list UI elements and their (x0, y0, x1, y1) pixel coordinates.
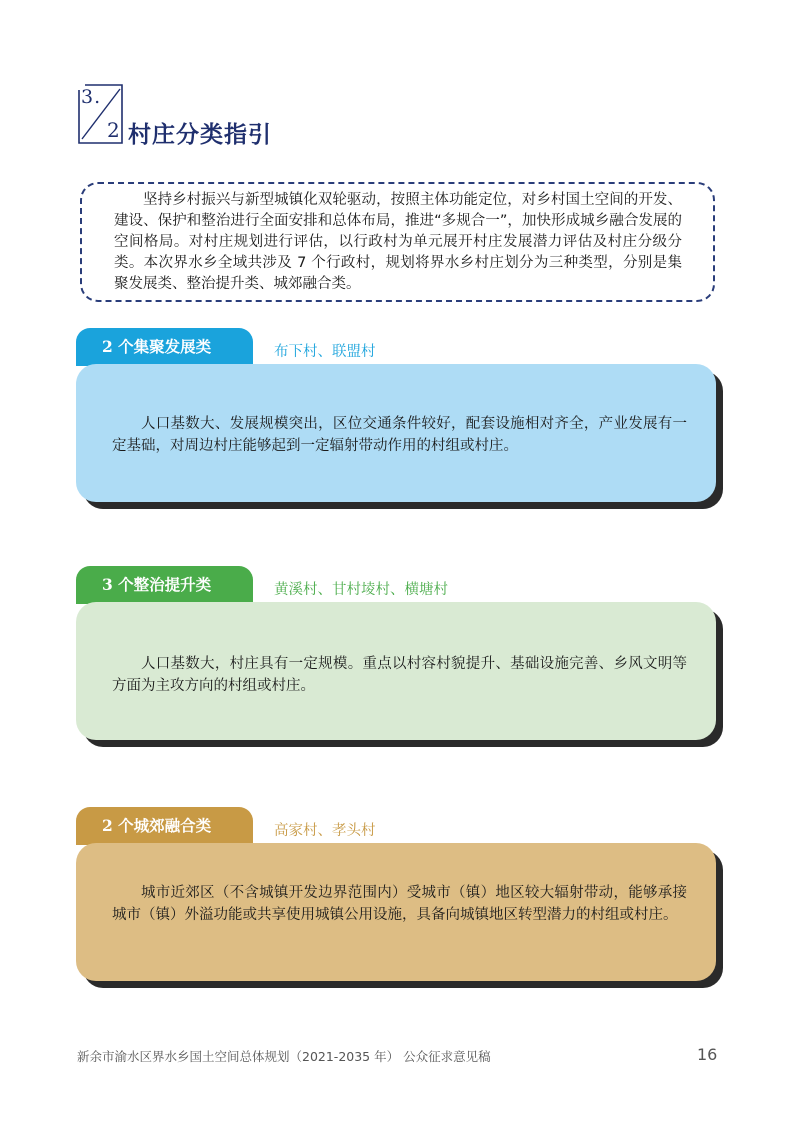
category-villages-cluster: 布下村、联盟村 (274, 344, 376, 360)
section-number-top: 3. (81, 86, 102, 108)
category-description-suburban: 城市近郊区（不含城镇开发边界范围内）受城市（镇）地区较大辐射带动，能够承接城市（镇）外溢功能或共享使用城镇公用设施，具备向城镇地区转型潜力的村组或村庄。 (112, 885, 687, 923)
category-villages-suburban: 高家村、孝头村 (274, 823, 376, 839)
page-number: 16 (697, 1045, 718, 1064)
section-number-bottom: 2 (107, 118, 120, 142)
category-villages-improve: 黄溪村、甘村堎村、横塘村 (274, 582, 448, 598)
category-tab-cluster: 2 个集聚发展类 (76, 328, 253, 366)
footer-document-title: 新余市渝水区界水乡国土空间总体规划（2021-2035 年） 公众征求意见稿 (77, 1049, 491, 1064)
section-title: 村庄分类指引 (128, 122, 272, 148)
intro-paragraph: 坚持乡村振兴与新型城镇化双轮驱动，按照主体功能定位，对乡村国土空间的开发、建设、保护和整治进行全面安排和总体布局，推进“多规合一”，加快形成城乡融合发展的空间格局。对村庄规划进行评估，以行政村为单元展开村庄发展潜力评估及村庄分级分类。本次界水乡全域共涉及 7 个行政村，规划将界水乡村庄划分为三种类型，分别是集聚发展类、整治提升类、城郊融合类。 (114, 192, 682, 292)
category-description-cluster: 人口基数大、发展规模突出，区位交通条件较好，配套设施相对齐全，产业发展有一定基础，对周边村庄能够起到一定辐射带动作用的村组或村庄。 (112, 416, 687, 454)
category-tab-improve: 3 个整治提升类 (76, 566, 253, 604)
category-tab-suburban: 2 个城郊融合类 (76, 807, 253, 845)
category-description-improve: 人口基数大，村庄具有一定规模。重点以村容村貌提升、基础设施完善、乡风文明等方面为主攻方向的村组或村庄。 (112, 656, 687, 694)
